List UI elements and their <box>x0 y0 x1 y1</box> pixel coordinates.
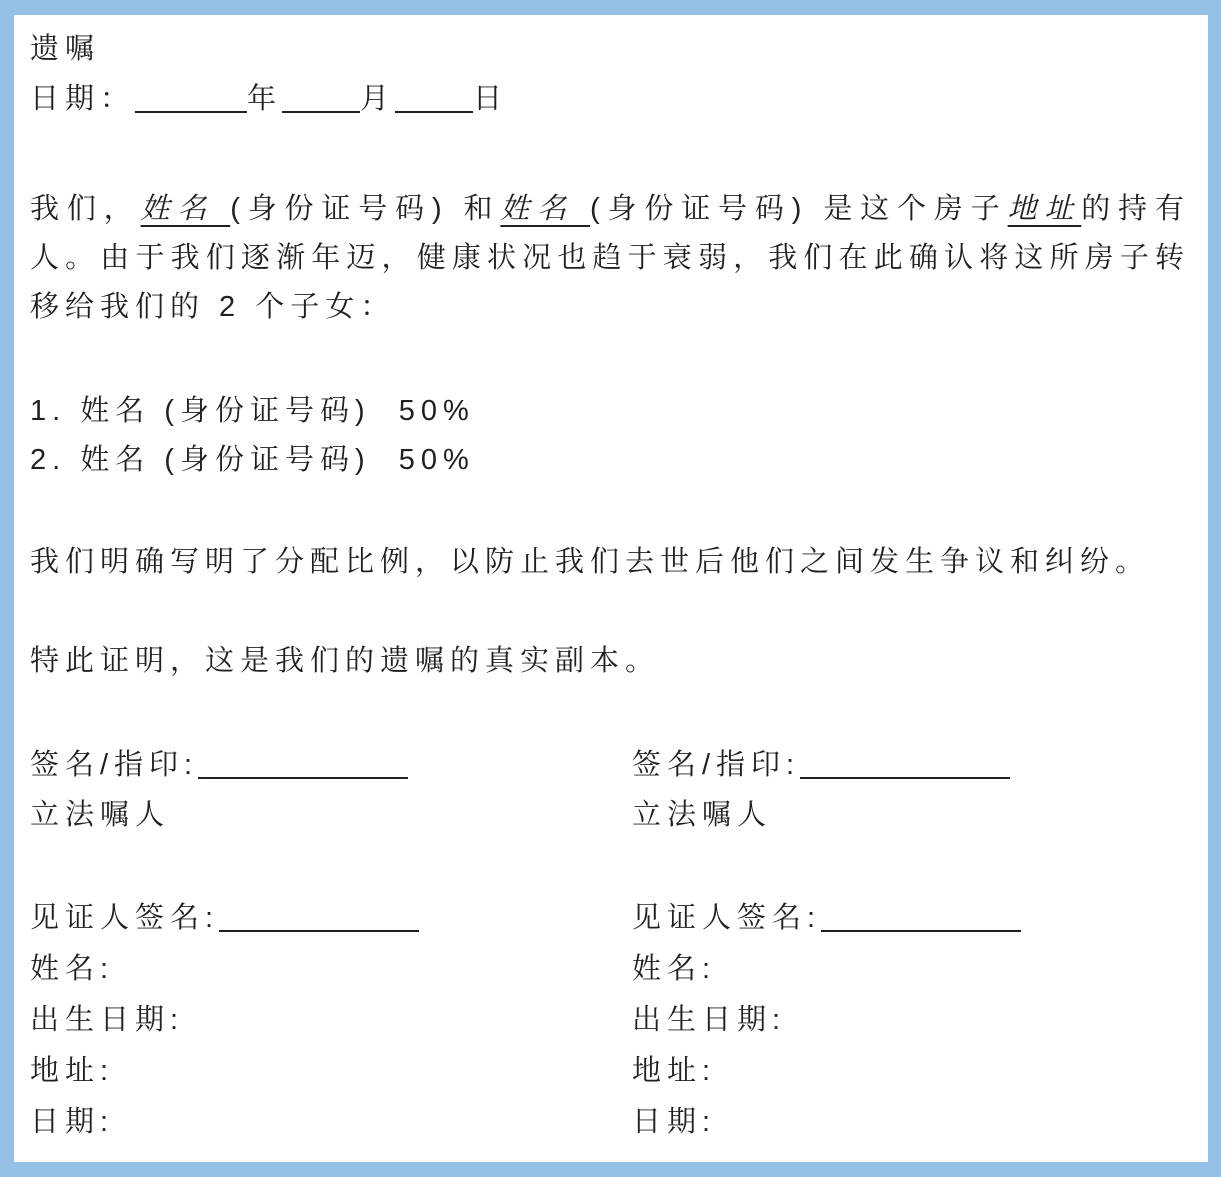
witness-block-right <box>632 893 1190 1148</box>
intro-segment: 我们， <box>30 193 141 225</box>
date-day-blank <box>395 111 473 113</box>
intro-segment: (身份证号码) 是这个房子 <box>590 193 1008 225</box>
intro-paragraph <box>30 185 1190 332</box>
testator-role: 立法嘱人 <box>632 799 773 831</box>
witness-signature-label: 见证人签名: <box>632 902 822 934</box>
beneficiary-list <box>30 387 1190 485</box>
witness-signature-label: 见证人签名: <box>30 902 220 934</box>
witness-signature-line <box>632 893 1190 944</box>
year-unit: 年 <box>247 83 283 115</box>
signature-line <box>632 740 1190 790</box>
witness-signature-blank <box>219 930 419 932</box>
signature-row <box>30 740 1190 840</box>
witness-field-date: 日期: <box>632 1106 717 1138</box>
witness-signature-line <box>30 893 632 944</box>
witness-field-dob: 出生日期: <box>30 1004 185 1036</box>
intro-segment: 的持有人。由于我们逐渐年迈，健康状况也趋于衰弱，我们在此确认将这所房子转移给我们的 2 个子女： <box>30 193 1190 323</box>
beneficiary-item-1: 1. 姓名 (身份证号码) 50% <box>30 395 475 427</box>
certification-clause: 特此证明，这是我们的遗嘱的真实副本。 <box>30 645 661 677</box>
name-placeholder: 姓名 <box>140 193 231 225</box>
witness-field-date: 日期: <box>30 1106 115 1138</box>
signature-label: 签名/指印: <box>632 749 801 781</box>
signature-blank <box>800 777 1010 779</box>
month-unit: 月 <box>360 83 396 115</box>
day-unit: 日 <box>473 83 509 115</box>
witness-field-name: 姓名: <box>632 953 717 985</box>
signature-line <box>30 740 632 790</box>
signature-block-right <box>632 740 1190 840</box>
witness-field-address: 地址: <box>30 1055 115 1087</box>
distribution-clause: 我们明确写明了分配比例，以防止我们去世后他们之间发生争议和纠纷。 <box>30 546 1151 578</box>
date-month-blank <box>282 111 360 113</box>
signature-blank <box>198 777 408 779</box>
witness-row <box>30 893 1190 1148</box>
signature-label: 签名/指印: <box>30 749 199 781</box>
document-title: 遗嘱 <box>30 33 101 65</box>
intro-segment: (身份证号码) 和 <box>230 193 501 225</box>
witness-signature-blank <box>821 930 1021 932</box>
signature-block-left <box>30 740 632 840</box>
witness-field-dob: 出生日期: <box>632 1004 787 1036</box>
date-line <box>30 74 1190 124</box>
beneficiary-item-2: 2. 姓名 (身份证号码) 50% <box>30 444 475 476</box>
witness-field-address: 地址: <box>632 1055 717 1087</box>
address-placeholder: 地址 <box>1007 193 1082 225</box>
date-year-blank <box>135 111 247 113</box>
testator-role: 立法嘱人 <box>30 799 171 831</box>
witness-block-left <box>30 893 632 1148</box>
document-sheet <box>14 15 1208 1162</box>
date-label: 日期： <box>30 83 136 115</box>
witness-field-name: 姓名: <box>30 953 115 985</box>
name-placeholder: 姓名 <box>500 193 590 225</box>
